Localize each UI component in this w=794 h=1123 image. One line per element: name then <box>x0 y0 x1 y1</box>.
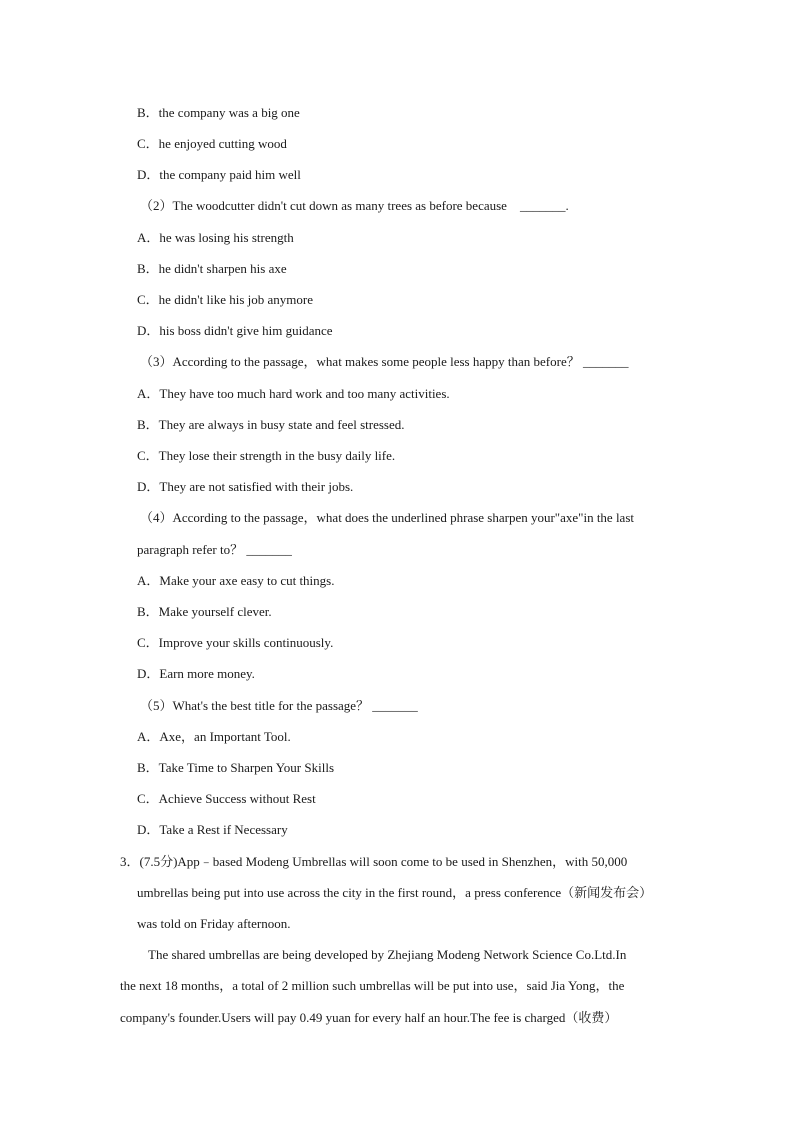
paragraph-2-line-1: The shared umbrellas are being developed by Zhejiang Modeng Network Science Co.Ltd.In <box>148 947 627 962</box>
option-4a: A．Make your axe easy to cut things. <box>137 573 335 588</box>
option-2c: C．he didn't like his job anymore <box>137 292 314 307</box>
option-1b: B．the company was a big one <box>137 105 300 120</box>
option-5d: D．Take a Rest if Necessary <box>137 822 288 837</box>
option-2a: A．he was losing his strength <box>137 230 294 245</box>
passage-3-line-3: was told on Friday afternoon. <box>137 916 291 931</box>
question-3: （3）According to the passage，what makes some people less happy than before？ _______ <box>140 354 629 369</box>
option-3a: A．They have too much hard work and too many activities. <box>137 386 450 401</box>
option-3b: B．They are always in busy state and feel stressed. <box>137 417 405 432</box>
option-1d: D．the company paid him well <box>137 167 301 182</box>
option-3d: D．They are not satisfied with their jobs. <box>137 479 354 494</box>
option-5c: C．Achieve Success without Rest <box>137 791 316 806</box>
paragraph-2-line-3: company's founder.Users will pay 0.49 yuan for every half an hour.The fee is charged（收费） <box>120 1010 618 1025</box>
question-4: （4）According to the passage，what does the underlined phrase sharpen your"axe"in the last <box>140 510 635 525</box>
option-3c: C．They lose their strength in the busy daily life. <box>137 448 396 463</box>
option-2b: B．he didn't sharpen his axe <box>137 261 287 276</box>
paragraph-2-line-2: the next 18 months，a total of 2 million such umbrellas will be put into use，said Jia Yong，the <box>120 978 625 993</box>
option-5a: A．Axe，an Important Tool. <box>137 729 291 744</box>
question-4-continued: paragraph refer to？ _______ <box>137 542 292 557</box>
question-2: （2）The woodcutter didn't cut down as many trees as before because _______. <box>140 198 569 213</box>
option-4c: C．Improve your skills continuously. <box>137 635 334 650</box>
question-5: （5）What's the best title for the passage？ _______ <box>140 698 418 713</box>
passage-3-heading: 3．(7.5分)App﹣based Modeng Umbrellas will soon come to be used in Shenzhen，with 50,000 <box>120 854 628 869</box>
option-2d: D．his boss didn't give him guidance <box>137 323 333 338</box>
option-1c: C．he enjoyed cutting wood <box>137 136 287 151</box>
option-4b: B．Make yourself clever. <box>137 604 272 619</box>
option-4d: D．Earn more money. <box>137 666 255 681</box>
option-5b: B．Take Time to Sharpen Your Skills <box>137 760 335 775</box>
passage-3-line-2: umbrellas being put into use across the city in the first round，a press conference（新闻发布会） <box>137 885 653 900</box>
